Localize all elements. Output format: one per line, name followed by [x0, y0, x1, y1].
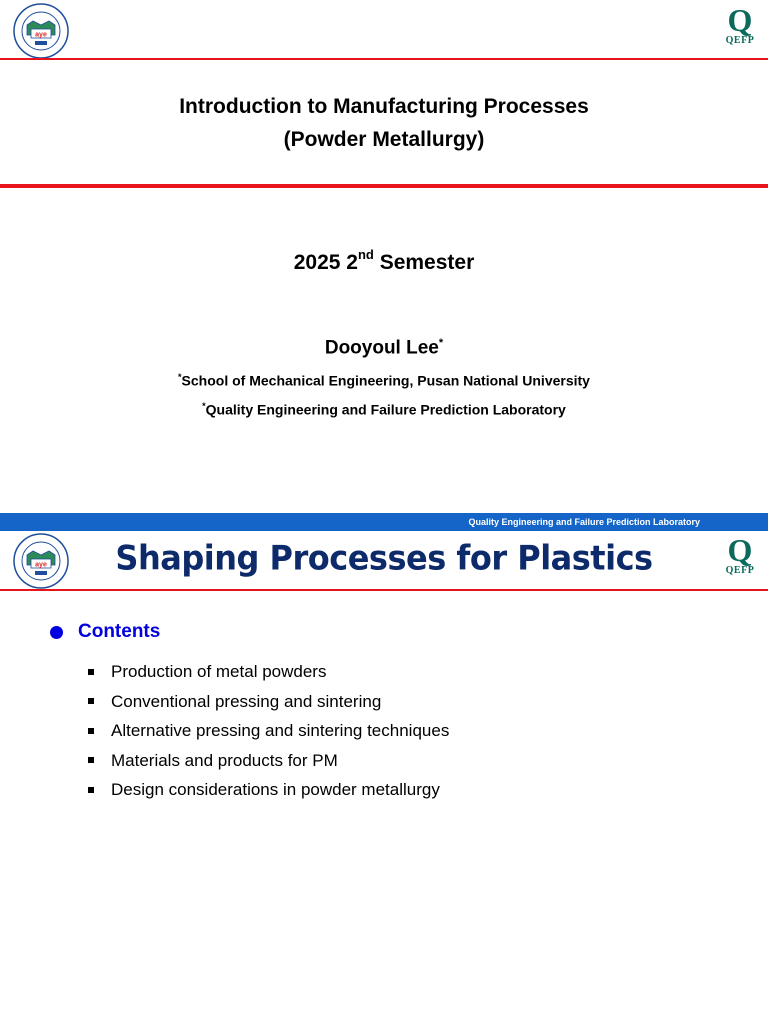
lab-header-text: Quality Engineering and Failure Prediction Laboratory	[468, 517, 700, 527]
list-item: Design considerations in powder metallurgy	[88, 775, 449, 805]
slide-title: Shaping Processes for Plastics	[115, 538, 653, 578]
university-seal-logo	[13, 3, 69, 59]
affiliations	[0, 365, 768, 422]
square-bullet-icon	[88, 698, 94, 704]
bullet-dot-icon	[50, 626, 63, 639]
qefp-logo-letter: Q	[727, 2, 753, 38]
header-divider	[0, 589, 768, 591]
title-line-2: (Powder Metallurgy)	[283, 128, 485, 151]
list-item: Alternative pressing and sintering techniques	[88, 716, 449, 746]
affiliation-school: *School of Mechanical Engineering, Pusan National University	[178, 372, 590, 389]
qefp-logo-text: QEFP	[725, 35, 755, 46]
square-bullet-icon	[88, 728, 94, 734]
qefp-logo	[720, 532, 760, 577]
list-item: Materials and products for PM	[88, 746, 449, 776]
list-item: Conventional pressing and sintering	[88, 687, 449, 717]
presentation-title	[0, 90, 768, 156]
square-bullet-icon	[88, 787, 94, 793]
title-divider	[0, 184, 768, 188]
square-bullet-icon	[88, 757, 94, 763]
contents-list	[88, 657, 449, 805]
seal-center-text: aye	[35, 561, 47, 569]
seal-center-text: aye	[35, 31, 47, 39]
affiliation-lab: *Quality Engineering and Failure Prediction Laboratory	[202, 400, 566, 418]
list-item: Production of metal powders	[88, 657, 449, 687]
title-line-1: Introduction to Manufacturing Processes	[179, 95, 589, 118]
semester-label: 2025 2nd Semester	[293, 247, 475, 274]
qefp-logo	[720, 2, 760, 47]
author-name: Dooyoul Lee*	[324, 337, 444, 359]
lab-header-bar	[0, 513, 768, 531]
header-divider	[0, 58, 768, 60]
contents-label: Contents	[78, 621, 161, 642]
qefp-logo-letter: Q	[727, 532, 753, 568]
contents-slide	[0, 513, 768, 1024]
contents-heading	[50, 621, 160, 643]
square-bullet-icon	[88, 669, 94, 675]
qefp-logo-text: QEFP	[725, 565, 755, 576]
